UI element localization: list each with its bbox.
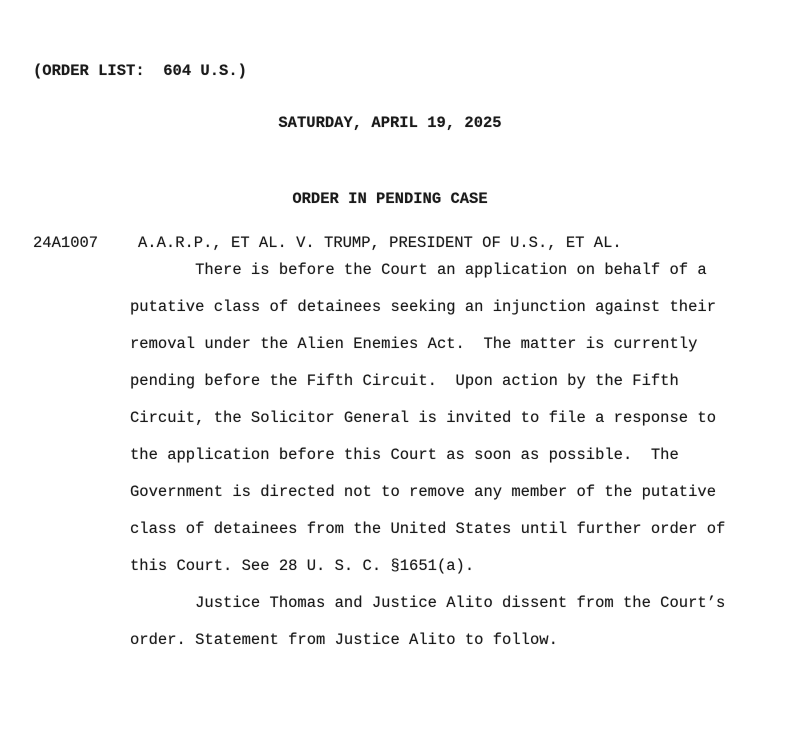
body-line: Government is directed not to remove any member of the putative <box>130 483 716 501</box>
body-line: class of detainees from the United States until further order of <box>130 520 726 538</box>
body-line: There is before the Court an application on behalf of a <box>130 261 707 279</box>
body-line: Justice Thomas and Justice Alito dissent from the Court’s <box>130 594 726 612</box>
section-title: ORDER IN PENDING CASE <box>292 190 488 208</box>
body-line: putative class of detainees seeking an injunction against their <box>130 298 716 316</box>
case-name: A.A.R.P., ET AL. V. TRUMP, PRESIDENT OF U.S., ET AL. <box>138 234 622 252</box>
docket-number: 24A1007 <box>33 234 99 252</box>
date-line: SATURDAY, APRIL 19, 2025 <box>278 114 502 132</box>
body-line: removal under the Alien Enemies Act. The matter is currently <box>130 335 698 353</box>
body-line: Circuit, the Solicitor General is invited to file a response to <box>130 409 716 427</box>
body-line: order. Statement from Justice Alito to follow. <box>130 631 558 649</box>
body-line: this Court. See 28 U. S. C. §1651(a). <box>130 557 475 575</box>
order-list-label: (ORDER LIST: 604 U.S.) <box>33 62 247 80</box>
order-body <box>130 252 770 659</box>
body-line: the application before this Court as soon as possible. The <box>130 446 679 464</box>
body-line: pending before the Fifth Circuit. Upon action by the Fifth <box>130 372 679 390</box>
